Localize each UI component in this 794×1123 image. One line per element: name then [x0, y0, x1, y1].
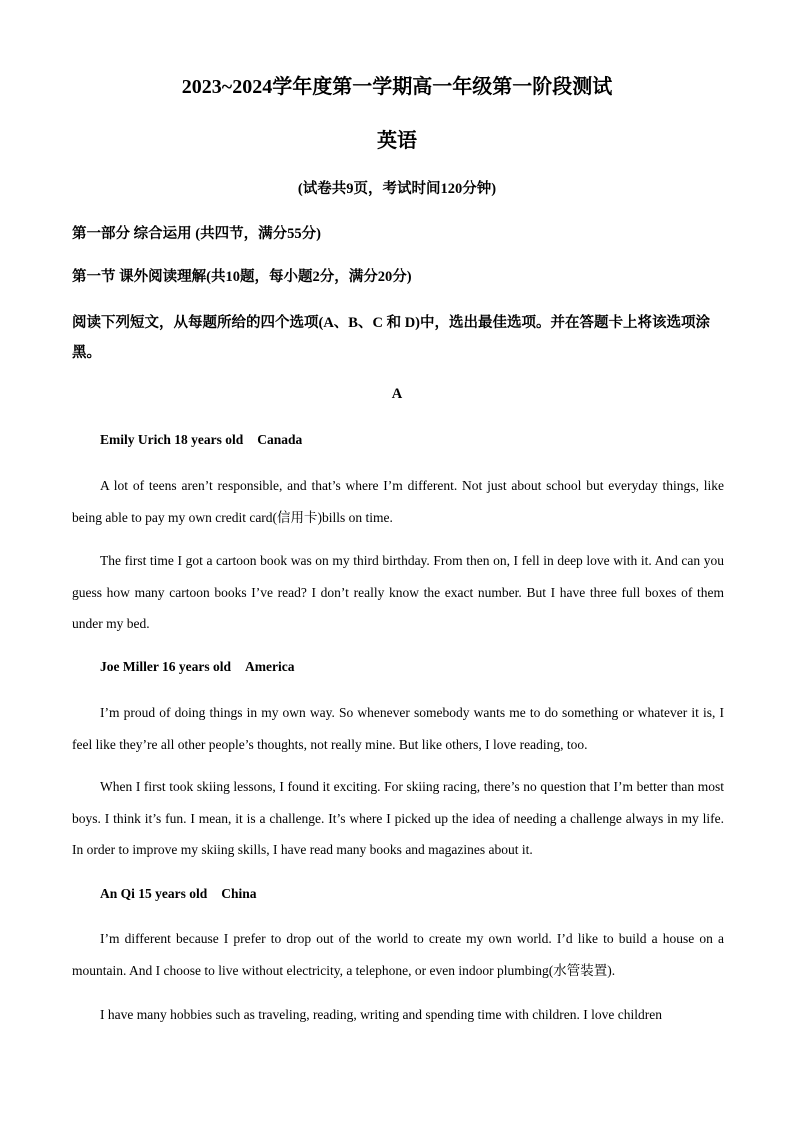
part-one-heading: 第一部分 综合运用 (共四节，满分55分)	[72, 226, 321, 242]
person-name: An Qi 15 years old	[100, 886, 208, 901]
passage-paragraph: I’m proud of doing things in my own way. So whenever somebody wants me to do something or whatever it is, I feel like they’re all other people’s thoughts, not really mine. But like others, I love reading, too.	[72, 705, 724, 752]
passage-paragraph: The first time I got a cartoon book was on my third birthday. From then on, I fell in deep love with it. And can you guess how many cartoon books I’ve read? I don’t really know the exact number. But I have three full boxes of them under my bed.	[72, 553, 724, 631]
person-heading	[100, 659, 294, 675]
person-heading	[100, 432, 302, 448]
passage-paragraph: When I first took skiing lessons, I found it exciting. For skiing racing, there’s no question that I’m better than most boys. I think it’s fun. I mean, it is a challenge. It’s where I picked up the idea of needing a challenge always in my life. In order to improve my skiing skills, I have read many books and magazines about it.	[72, 779, 724, 857]
passage-paragraph: I’m different because I prefer to drop out of the world to create my own world. I’d like to build a house on a mountain. And I choose to live without electricity, a telephone, or even indoor plumbing(水管装置).	[72, 931, 724, 978]
person-country: Canada	[257, 432, 303, 447]
passage-paragraph: I have many hobbies such as traveling, reading, writing and spending time with children. I love children	[100, 1007, 662, 1022]
person-name: Emily Urich 18 years old	[100, 432, 244, 447]
person-name: Joe Miller 16 years old	[100, 659, 231, 674]
subject-title: 英语	[377, 130, 417, 152]
section-one-heading: 第一节 课外阅读理解(共10题，每小题2分，满分20分)	[72, 269, 412, 285]
person-heading	[100, 886, 257, 902]
exam-info: (试卷共9页，考试时间120分钟)	[297, 181, 497, 197]
passage-label: A	[391, 386, 403, 402]
instruction-text: 阅读下列短文，从每题所给的四个选项(A、B、C 和 D)中，选出最佳选项。并在答题卡上将该选项涂黑。	[72, 315, 710, 361]
passage-paragraph: A lot of teens aren’t responsible, and that’s where I’m different. Not just about school but everyday things, like being able to pay my own credit card(信用卡)bills on time.	[72, 478, 724, 525]
person-country: China	[221, 886, 257, 901]
person-country: America	[244, 659, 295, 674]
exam-title: 2023~2024学年度第一学期高一年级第一阶段测试	[181, 76, 613, 98]
